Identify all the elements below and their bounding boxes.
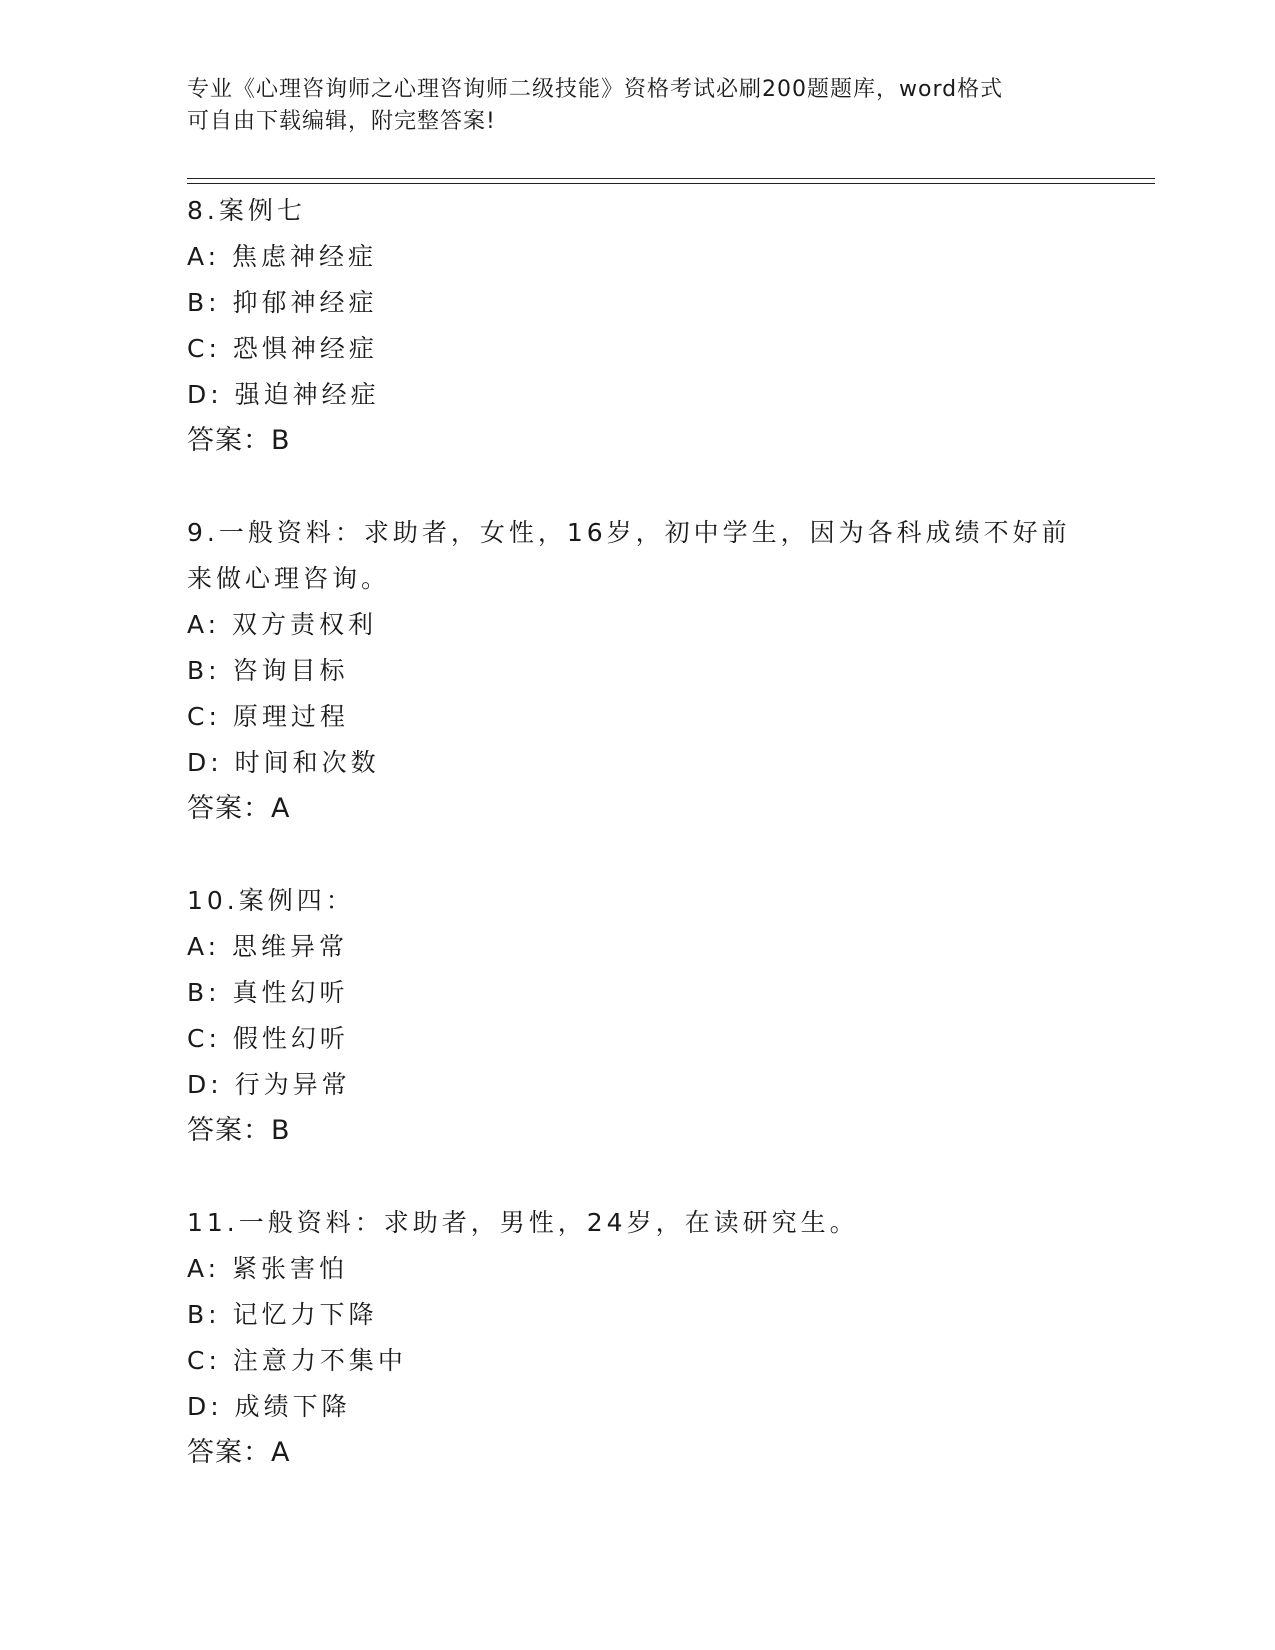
option-d: D: 行为异常 [187, 1070, 351, 1099]
question-8 [187, 188, 1067, 464]
option-b: B: 真性幻听 [187, 978, 349, 1007]
option-a: A: 焦虑神经症 [187, 242, 378, 271]
answer-line: 答案：B [187, 1115, 291, 1146]
answer-line: 答案：A [187, 1437, 291, 1468]
option-c: C: 恐惧神经症 [187, 334, 378, 363]
header-divider-bottom [187, 183, 1155, 184]
option-d: D: 成绩下降 [187, 1392, 351, 1421]
question-11 [187, 1200, 1067, 1476]
question-stem: 11.一般资料：求助者，男性，24岁，在读研究生。 [187, 1208, 859, 1237]
question-stem-continued: 来做心理咨询。 [187, 564, 391, 593]
header-divider-top [187, 178, 1155, 179]
option-c: C: 假性幻听 [187, 1024, 349, 1053]
answer-line: 答案：B [187, 425, 291, 456]
option-b: B: 记忆力下降 [187, 1300, 378, 1329]
question-9 [187, 510, 1071, 832]
question-stem: 8.案例七 [187, 196, 306, 225]
option-a: A: 双方责权利 [187, 610, 378, 639]
option-b: B: 抑郁神经症 [187, 288, 378, 317]
header-line-2: 可自由下载编辑，附完整答案! [187, 109, 496, 134]
document-header [187, 74, 1067, 138]
header-line-1: 专业《心理咨询师之心理咨询师二级技能》资格考试必刷200题题库，word格式 [187, 77, 1004, 102]
question-10 [187, 878, 1067, 1154]
option-d: D: 强迫神经症 [187, 380, 380, 409]
option-a: A: 思维异常 [187, 932, 349, 961]
option-b: B: 咨询目标 [187, 656, 349, 685]
option-d: D: 时间和次数 [187, 748, 380, 777]
question-list [187, 188, 1071, 1522]
question-stem: 10.案例四： [187, 886, 355, 915]
option-c: C: 原理过程 [187, 702, 349, 731]
option-a: A: 紧张害怕 [187, 1254, 349, 1283]
option-c: C: 注意力不集中 [187, 1346, 407, 1375]
question-stem: 9.一般资料：求助者，女性，16岁，初中学生，因为各科成绩不好前 [187, 518, 1071, 547]
answer-line: 答案：A [187, 793, 291, 824]
